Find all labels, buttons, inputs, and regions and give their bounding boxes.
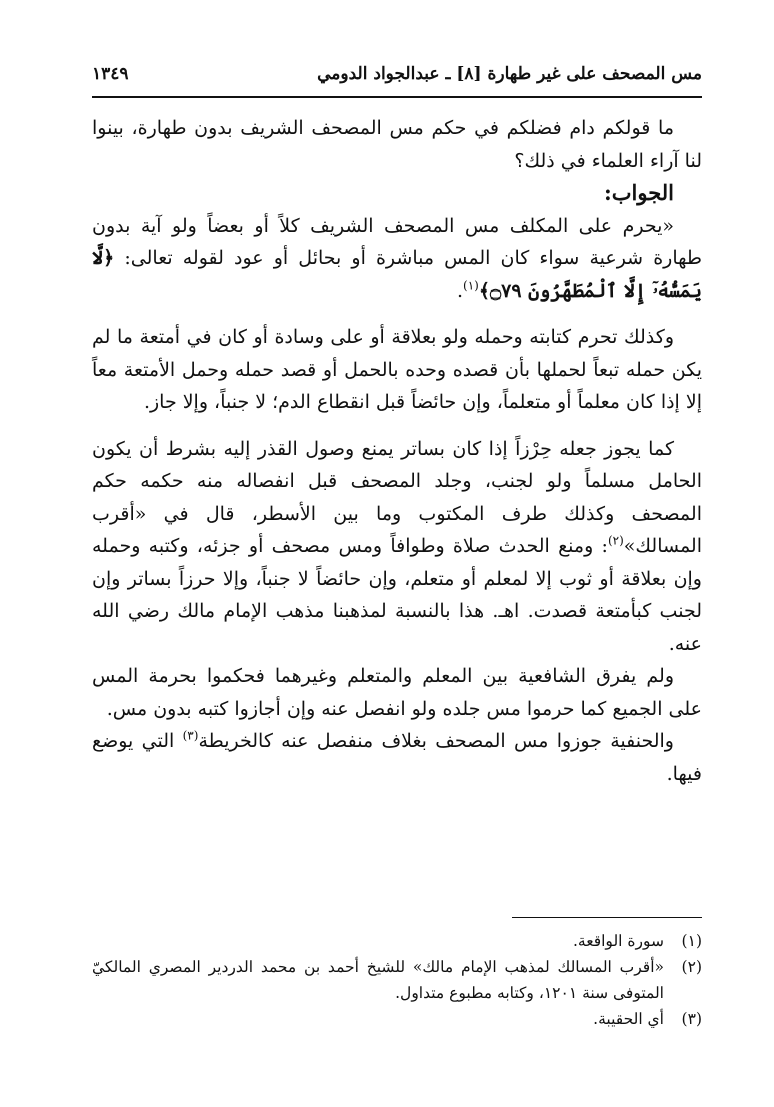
paragraph-5-part-a: والحنفية جوزوا مس المصحف بغلاف منفصل عنه كالخريطة bbox=[198, 730, 674, 752]
footnote-2 bbox=[92, 954, 702, 1006]
paragraph-3-part-a: كما يجوز جعله حِرْزاً إذا كان بساتر يمنع وصول القذر إليه بشرط أن يكون الحامل مسلماً ولو لجنب، وجلد المصحف قبل انفصاله منه حكمه حكم المصحف وكذلك طرف المكتوب وما بين الأسطر، قال في «أقرب المسالك» bbox=[92, 437, 702, 557]
footnote-rule bbox=[512, 917, 702, 918]
answer-heading: الجواب: bbox=[604, 180, 674, 205]
footnote-number: (١) bbox=[681, 932, 702, 950]
main-text bbox=[92, 112, 702, 790]
footnote-number: (٢) bbox=[681, 958, 702, 976]
footnote-ref-1: (١) bbox=[463, 278, 479, 293]
footnote-text: أي الحقيبة. bbox=[593, 1010, 664, 1028]
paragraph-1-end: . bbox=[456, 279, 464, 302]
footnote-text: سورة الواقعة. bbox=[573, 932, 664, 950]
paragraph-5-part-b: التي يوضع فيها. bbox=[92, 730, 702, 785]
page-number: ١٣٤٩ bbox=[92, 64, 129, 84]
paragraph-4: ولم يفرق الشافعية بين المعلم والمتعلم وغيرهما فحكموا بحرمة المس على الجميع كما حرموا مس جلده ولو انفصل عنه وإن أجازوا كتبه بدون مس. bbox=[92, 665, 702, 720]
paragraph-1 bbox=[92, 210, 702, 308]
running-title: مس المصحف على غير طهارة [٨] ـ عبدالجواد الدومي bbox=[317, 64, 702, 84]
paragraph-1-text: «يحرم على المكلف مس المصحف الشريف كلاً أو بعضاً ولو آية بدون طهارة شرعية سواء كان المس مباشرة أو بحائل أو عود لقوله تعالى: bbox=[92, 214, 702, 269]
footnotes bbox=[92, 928, 702, 1032]
paragraph-2: وكذلك تحرم كتابته وحمله ولو بعلاقة أو على وسادة أو كان في أمتعة ما لم يكن حمله تبعاً لحملها بأن قصده وحده بالحمل أو قصد حمله وحمل الأمتعة معاً إلا إذا كان معلماً أو متعلماً، وإن حائضاً قبل انقطاع الدم؛ لا جنباً، وإلا جاز. bbox=[92, 326, 702, 413]
running-header bbox=[92, 64, 702, 84]
footnote-text: «أقرب المسالك لمذهب الإمام مالك» للشيخ أحمد بن محمد الدردير المصري المالكيّ المتوفى سنة ١٢٠١، وكتابه مطبوع متداول. bbox=[92, 958, 664, 1002]
header-rule bbox=[92, 96, 702, 98]
quran-verse: ﴿لَّا يَمَسُّهُۥٓ إِلَّا ٱلْمُطَهَّرُونَ ۝٧٩﴾ bbox=[92, 247, 702, 302]
footnote-ref-2: (٢) bbox=[607, 533, 624, 548]
footnote-3 bbox=[92, 1006, 702, 1032]
footnote-ref-3: (٣) bbox=[182, 728, 199, 743]
footnote-number: (٣) bbox=[681, 1010, 702, 1028]
paragraph-3 bbox=[92, 433, 702, 661]
paragraph-3-part-b: : ومنع الحدث صلاة وطوافاً ومس مصحف أو جزئه، وكتبه وحمله وإن بعلاقة أو ثوب إلا لمعلم أو متعلم، وإن حائضاً لا جنباً، وإلا حرزاً بساتر وإن لجنب كبأمتعة قصدت. اهـ. هذا بالنسبة لمذهبنا مذهب الإمام مالك رضي الله عنه. bbox=[92, 535, 702, 655]
paragraph-5 bbox=[92, 725, 702, 790]
question-paragraph: ما قولكم دام فضلكم في حكم مس المصحف الشريف بدون طهارة، بينوا لنا آراء العلماء في ذلك؟ bbox=[92, 117, 702, 172]
footnote-1 bbox=[92, 928, 702, 954]
